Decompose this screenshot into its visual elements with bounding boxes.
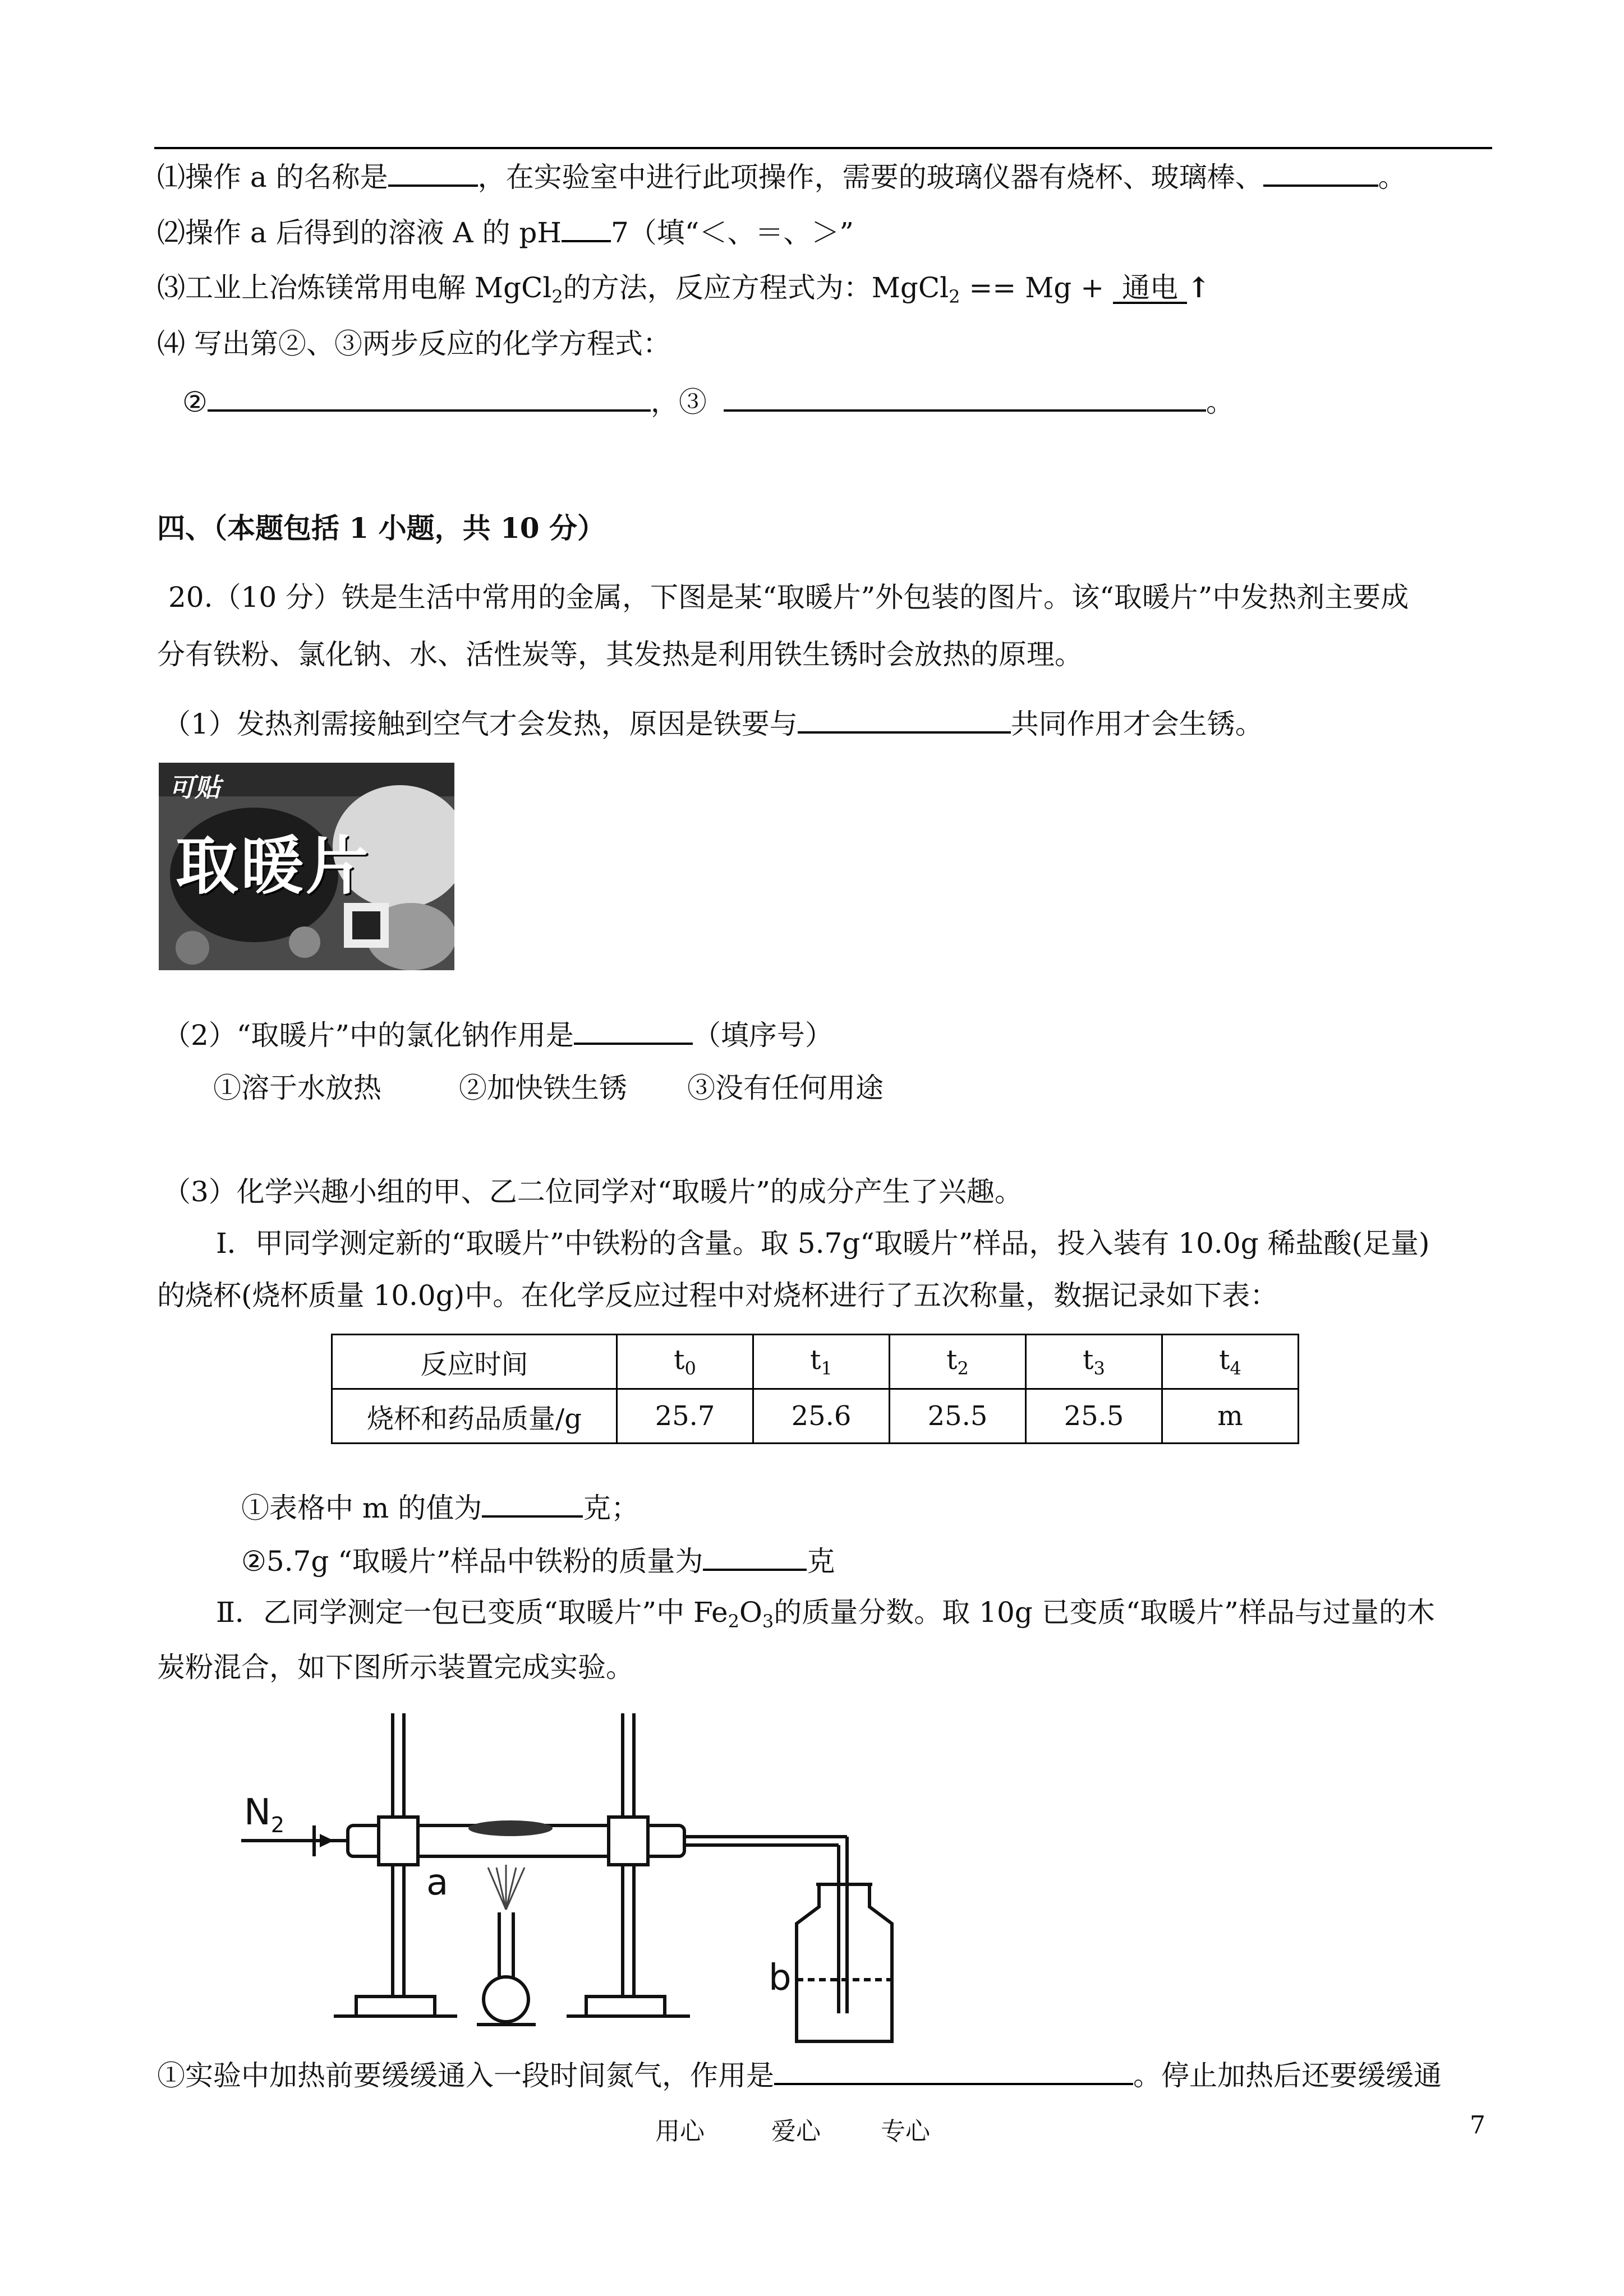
table-cell	[890, 1335, 1026, 1389]
q20-part3-intro: （3）化学兴趣小组的甲、乙二位同学对“取暖片”的成分产生了兴趣。	[163, 1175, 1023, 1208]
q20-part2-suffix: （填序号）	[692, 1019, 833, 1052]
answer-blank[interactable]	[562, 216, 611, 242]
table-row	[332, 1389, 1299, 1444]
n2-text: N	[244, 1792, 271, 1833]
q19-part3-mid: 的方法，反应方程式为：MgCl	[563, 271, 949, 304]
q19-part1-end: 。	[1378, 161, 1406, 193]
q20-II-text-a: Ⅱ．乙同学测定一包已变质“取暖片”中 Fe	[216, 1596, 728, 1629]
q20-sub1	[241, 1492, 639, 1522]
footer-slogan-1: 用心	[655, 2117, 705, 2146]
q20-part2-prefix: （2）“取暖片”中的氯化钠作用是	[163, 1019, 574, 1052]
page-number: 7	[1470, 2111, 1485, 2140]
time-label: t	[946, 1344, 958, 1376]
table-cell	[1162, 1335, 1299, 1389]
label-n2	[244, 1792, 284, 1837]
subscript: 1	[821, 1358, 832, 1379]
table-row	[332, 1335, 1299, 1389]
q20-II-text-b: 的质量分数。取 10g 已变质“取暖片”样品与过量的木	[774, 1596, 1435, 1629]
subscript: 2	[728, 1611, 739, 1632]
answer-blank[interactable]	[724, 386, 1206, 412]
section-heading: 四、（本题包括 1 小题，共 10 分）	[157, 511, 605, 545]
q19-part2-prefix: ⑵操作 a 后得到的溶液 A 的 pH	[157, 216, 562, 249]
table-header-cell: 烧杯和药品质量/g	[332, 1389, 617, 1444]
q20-sub1-prefix: ①表格中 m 的值为	[241, 1492, 482, 1524]
q20-part3-II-line1	[216, 1598, 1435, 1630]
subscript: 2	[957, 1358, 969, 1379]
time-label: t	[810, 1344, 821, 1376]
answer-blank[interactable]	[388, 161, 478, 187]
q19-part1-prefix: ⑴操作 a 的名称是	[157, 161, 388, 193]
reaction-3-label: ，③	[650, 386, 707, 418]
subscript: 2	[551, 286, 563, 307]
answer-blank[interactable]	[703, 1545, 807, 1571]
answer-blank[interactable]	[1263, 161, 1378, 187]
q20-part1-suffix: 共同作用才会生锈。	[1010, 708, 1263, 740]
q20-option-3: ③没有任何用途	[687, 1072, 884, 1104]
answer-blank[interactable]	[208, 386, 651, 412]
formula-o: O	[739, 1596, 762, 1629]
q20-option-2: ②加快铁生锈	[459, 1072, 627, 1104]
q20-part1-prefix: （1）发热剂需接触到空气才会发热，原因是铁要与	[163, 708, 798, 740]
subscript: 0	[684, 1358, 696, 1379]
q20-last-suffix: 。停止加热后还要缓缓通	[1133, 2059, 1442, 2092]
q20-part3-I-line1: Ⅰ．甲同学测定新的“取暖片”中铁粉的含量。取 5.7g“取暖片”样品，投入装有 10.0g 稀盐酸(足量)	[216, 1227, 1430, 1260]
footer-slogan-3: 专心	[881, 2117, 930, 2146]
reaction-2-label: ②	[182, 386, 208, 418]
table-cell	[617, 1335, 753, 1389]
reaction-condition: 通电	[1113, 274, 1187, 304]
mass-data-table	[331, 1334, 1299, 1444]
subscript: 3	[1093, 1358, 1105, 1379]
label-b: b	[769, 1957, 792, 1999]
table-cell	[753, 1335, 890, 1389]
q19-part1	[157, 161, 1406, 191]
apparatus-drawing	[241, 1699, 914, 2047]
q20-intro-line1: 20.（10 分）铁是生活中常用的金属，下图是某“取暖片”外包装的图片。该“取暖片”中发热剂主要成	[168, 581, 1409, 614]
time-label: t	[1083, 1344, 1094, 1376]
label-a: a	[426, 1862, 449, 1903]
equation-text: == Mg +	[960, 271, 1113, 304]
subscript: 2	[270, 1813, 285, 1837]
subscript: 3	[762, 1611, 774, 1632]
q19-part2	[157, 216, 854, 247]
q20-last-prefix: ①实验中加热前要缓缓通入一段时间氮气，作用是	[157, 2059, 774, 2092]
gas-arrow: ↑	[1187, 271, 1211, 304]
subscript: 4	[1230, 1358, 1241, 1379]
photo-caption-main: 取暖片	[176, 829, 371, 903]
answer-blank[interactable]	[574, 1019, 693, 1045]
q19-part3	[157, 271, 1211, 307]
q20-last-line	[157, 2059, 1442, 2090]
answer-blank[interactable]	[798, 708, 1011, 734]
q20-part3-I-line2: 的烧杯(烧杯质量 10.0g)中。在化学反应过程中对烧杯进行了五次称量，数据记录如下表：	[157, 1279, 1278, 1312]
header-rule	[154, 147, 1492, 149]
photo-caption-small: 可贴	[169, 772, 220, 803]
q20-part1	[163, 708, 1263, 738]
q20-sub2	[241, 1545, 835, 1578]
apparatus-diagram	[241, 1699, 914, 2047]
q19-part3-prefix: ⑶工业上冶炼镁常用电解 MgCl	[157, 271, 552, 304]
time-label: t	[674, 1344, 685, 1376]
answer-blank[interactable]	[482, 1492, 583, 1518]
subscript: 2	[949, 286, 960, 307]
table-header-cell: 反应时间	[332, 1335, 617, 1389]
q19-part1-mid: ，在实验室中进行此项操作，需要的玻璃仪器有烧杯、玻璃棒、	[477, 161, 1263, 193]
q20-sub2-suffix: 克	[807, 1545, 835, 1578]
heat-pack-photo	[159, 763, 454, 970]
q19-part4: ⑷ 写出第②、③两步反应的化学方程式：	[157, 328, 671, 360]
q20-part3-II-line2: 炭粉混合，如下图所示装置完成实验。	[157, 1651, 634, 1684]
q19-part4-answers	[182, 386, 1234, 416]
table-cell: 25.5	[1026, 1389, 1162, 1444]
q20-part2	[163, 1019, 833, 1052]
answer-blank[interactable]	[774, 2059, 1133, 2085]
q19-end: 。	[1206, 386, 1234, 418]
table-cell	[1026, 1335, 1162, 1389]
table-cell: 25.5	[890, 1389, 1026, 1444]
table-cell: 25.7	[617, 1389, 753, 1444]
q20-sub2-prefix: ②5.7g “取暖片”样品中铁粉的质量为	[241, 1545, 703, 1578]
q19-part2-suffix: 7（填“＜、＝、＞”	[611, 216, 854, 249]
q20-sub1-suffix: 克；	[583, 1492, 640, 1524]
footer-slogan-2: 爱心	[771, 2117, 821, 2146]
table-cell: 25.6	[753, 1389, 890, 1444]
time-label: t	[1219, 1344, 1230, 1376]
table-cell: m	[1162, 1389, 1299, 1444]
q20-option-1: ①溶于水放热	[213, 1072, 381, 1104]
q20-intro-line2: 分有铁粉、氯化钠、水、活性炭等，其发热是利用铁生锈时会放热的原理。	[157, 638, 1083, 671]
